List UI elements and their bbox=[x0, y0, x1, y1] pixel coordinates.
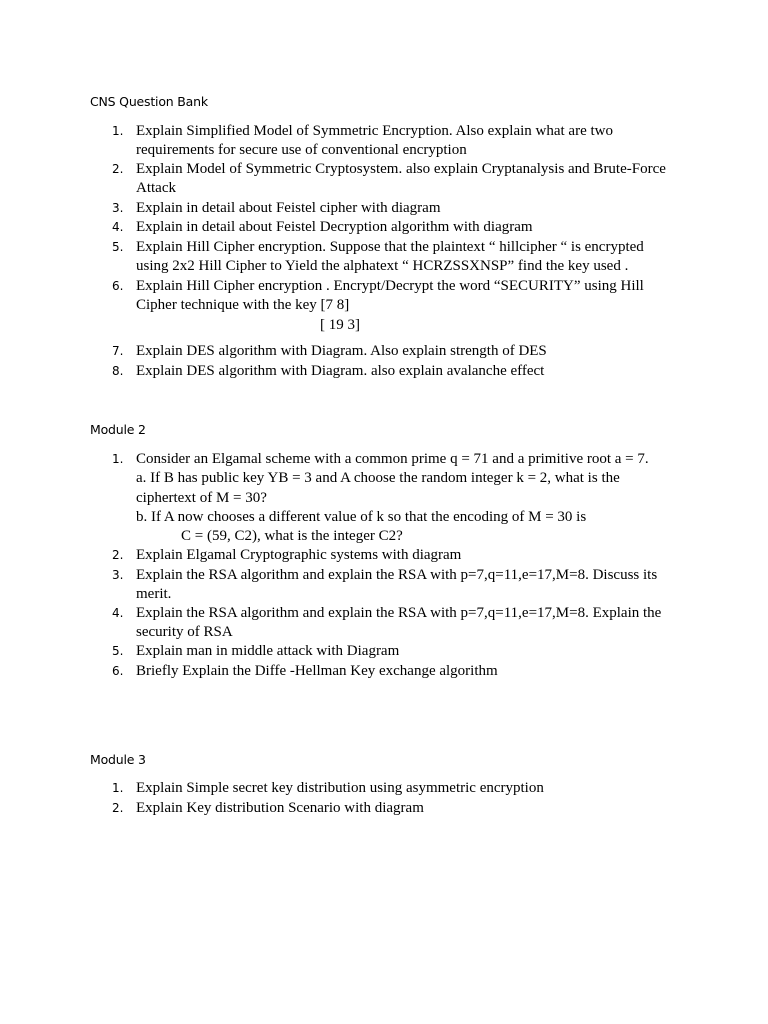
item-number: 6. bbox=[112, 664, 124, 678]
item-text: C = (59, C2), what is the integer C2? bbox=[181, 528, 403, 545]
document-title: CNS Question Bank bbox=[90, 94, 208, 109]
item-number: 6. bbox=[112, 279, 124, 293]
item-text: b. If A now chooses a different value of k so that the encoding of M = 30 is bbox=[136, 508, 587, 525]
list-item bbox=[0, 642, 768, 661]
item-text: Consider an Elgamal scheme with a common prime q = 71 and a primitive root a = 7. bbox=[136, 451, 649, 467]
item-number: 3. bbox=[112, 568, 124, 582]
item-text: Explain Model of Symmetric Cryptosystem. also explain Cryptanalysis and Brute-Force bbox=[136, 161, 666, 177]
module-3-heading: Module 3 bbox=[90, 752, 146, 767]
item-text: using 2x2 Hill Cipher to Yield the alphatext “ HCRZSSXNSP” find the key used . bbox=[136, 258, 629, 275]
item-text: Explain man in middle attack with Diagram bbox=[136, 643, 400, 659]
item-text: Explain Key distribution Scenario with diagram bbox=[136, 800, 424, 816]
item-text: security of RSA bbox=[136, 624, 233, 641]
item-text: ciphertext of M = 30? bbox=[136, 489, 267, 506]
item-number: 2. bbox=[112, 801, 124, 815]
list-item bbox=[0, 566, 768, 605]
item-number: 1. bbox=[112, 781, 124, 795]
item-text: Explain in detail about Feistel Decryption algorithm with diagram bbox=[136, 219, 533, 235]
item-text: Explain DES algorithm with Diagram. Also explain strength of DES bbox=[136, 343, 547, 359]
item-number: 8. bbox=[112, 364, 124, 378]
list-item bbox=[0, 604, 768, 643]
item-text: Attack bbox=[136, 180, 176, 197]
list-item bbox=[0, 160, 768, 199]
item-text: Explain DES algorithm with Diagram. also explain avalanche effect bbox=[136, 363, 545, 379]
item-text: Cipher technique with the key [7 8] bbox=[136, 297, 350, 314]
list-item bbox=[0, 779, 768, 798]
item-number: 4. bbox=[112, 220, 124, 234]
item-number: 5. bbox=[112, 240, 124, 254]
item-number: 5. bbox=[112, 644, 124, 658]
item-text: Explain the RSA algorithm and explain the RSA with p=7,q=11,e=17,M=8. Discuss its bbox=[136, 567, 658, 583]
list-item bbox=[0, 199, 768, 218]
item-text: merit. bbox=[136, 586, 172, 603]
module-2-heading: Module 2 bbox=[90, 422, 146, 437]
item-number: 4. bbox=[112, 606, 124, 620]
list-item bbox=[0, 218, 768, 237]
item-number: 2. bbox=[112, 162, 124, 176]
item-text: Briefly Explain the Diffe -Hellman Key exchange algorithm bbox=[136, 663, 498, 679]
list-item bbox=[0, 342, 768, 361]
item-text: Explain Hill Cipher encryption. Suppose that the plaintext “ hillcipher “ is encrypted bbox=[136, 239, 644, 255]
item-text: Explain the RSA algorithm and explain the RSA with p=7,q=11,e=17,M=8. Explain the bbox=[136, 605, 662, 621]
matrix-row: [ 19 3] bbox=[320, 316, 360, 333]
item-number: 1. bbox=[112, 452, 124, 466]
item-text: a. If B has public key YB = 3 and A choose the random integer k = 2, what is the bbox=[136, 470, 620, 487]
item-text: Explain Simple secret key distribution using asymmetric encryption bbox=[136, 780, 544, 796]
list-item bbox=[0, 450, 768, 546]
item-number: 7. bbox=[112, 344, 124, 358]
item-number: 2. bbox=[112, 548, 124, 562]
item-number: 1. bbox=[112, 124, 124, 138]
list-item bbox=[0, 362, 768, 381]
item-text: Explain Hill Cipher encryption . Encrypt/Decrypt the word “SECURITY” using Hill bbox=[136, 278, 644, 294]
item-number: 3. bbox=[112, 201, 124, 215]
list-item bbox=[0, 546, 768, 565]
list-item bbox=[0, 122, 768, 161]
item-text: requirements for secure use of conventional encryption bbox=[136, 142, 467, 159]
list-item bbox=[0, 238, 768, 277]
list-item bbox=[0, 277, 768, 335]
list-item bbox=[0, 799, 768, 818]
item-text: Explain Elgamal Cryptographic systems with diagram bbox=[136, 547, 462, 563]
item-text: Explain in detail about Feistel cipher with diagram bbox=[136, 200, 441, 216]
list-item bbox=[0, 662, 768, 681]
item-text: Explain Simplified Model of Symmetric Encryption. Also explain what are two bbox=[136, 123, 613, 139]
